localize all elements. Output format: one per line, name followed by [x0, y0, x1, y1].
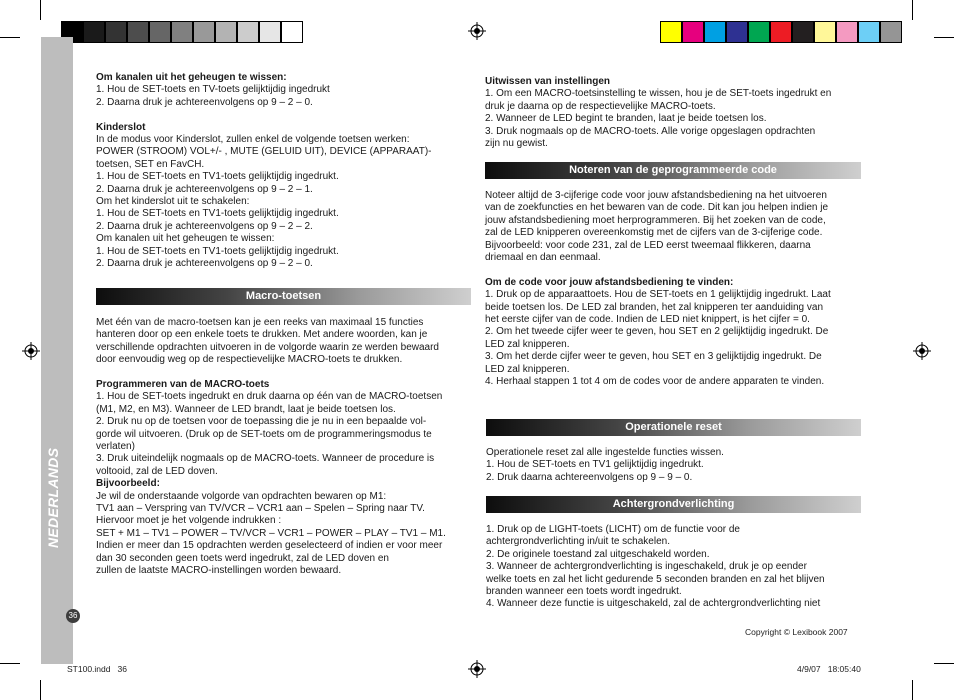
section-bar-code: Noteren van de geprogrammeerde code: [485, 162, 861, 179]
text-line: gorde wil uitvoeren. (Druk op de SET-toets om de programmeringsmodus te: [96, 428, 432, 440]
text-line: hanteren door op een enkele toets te drukken. Met andere woorden, kan je: [96, 329, 428, 341]
text-line: 1. Hou de SET-toets ingedrukt en druk daarna op één van de MACRO-toetsen: [96, 391, 443, 403]
text-line: 2. Daarna druk je achtereenvolgens op 9 – 2 – 0.: [96, 258, 313, 270]
text-line: 4. Wanneer deze functie is uitgeschakeld, zal de achtergrondverlichting niet: [486, 598, 821, 610]
registration-mark-icon: [468, 660, 486, 678]
color-swatch: [770, 21, 792, 43]
registration-mark-icon: [913, 342, 931, 360]
text-line: Operationele reset zal alle ingestelde functies wissen.: [486, 447, 724, 458]
text-line: achtergrondverlichting in/uit te schakelen.: [486, 536, 670, 548]
right-column-code: [485, 190, 865, 388]
text-line: In de modus voor Kinderslot, zullen enkel de volgende toetsen werken:: [96, 134, 410, 146]
text-line: 3. Om het derde cijfer weer te geven, hou SET en 3 gelijktijdig ingedrukt. De: [485, 351, 822, 363]
text-line: door eenvoudig weg op de respectievelijke MACRO-toets te drukken.: [96, 354, 403, 366]
text-line: 2. Druk nu op de toetsen voor de toepassing die je nu in een bepaalde vol-: [96, 416, 427, 428]
section-heading: Om kanalen uit het geheugen te wissen:: [96, 72, 287, 83]
color-swatch: [814, 21, 836, 43]
page-number: 36: [66, 609, 80, 623]
text-line: Indien er meer dan 15 opdrachten werden geselecteerd of indien er voor meer: [96, 540, 443, 552]
text-line: druk je daarna op de respectievelijke MACRO-toets.: [485, 100, 716, 112]
color-swatch: [281, 21, 303, 43]
crop-mark: [0, 663, 20, 664]
color-swatch: [171, 21, 193, 43]
text-line: 1. Druk op de LIGHT-toets (LICHT) om de functie voor de: [486, 524, 740, 535]
section-heading: Uitwissen van instellingen: [485, 76, 611, 87]
text-line: driemaal en dan eenmaal.: [485, 252, 601, 264]
text-line: 2. Druk daarna achtereenvolgens op 9 – 9 – 0.: [486, 471, 693, 483]
crop-mark: [40, 0, 41, 20]
text-line: Je wil de onderstaande volgorde van opdrachten bewaren op M1:: [96, 490, 387, 502]
language-sidebar: [41, 37, 73, 664]
crop-mark: [934, 37, 954, 38]
registration-mark-icon: [468, 22, 486, 40]
color-swatch: [127, 21, 149, 43]
crop-mark: [0, 37, 20, 38]
text-line: 2. Daarna druk je achtereenvolgens op 9 – 2 – 1.: [96, 183, 313, 195]
text-line: 1. Om een MACRO-toetsinstelling te wissen, hou je de SET-toets ingedrukt en: [485, 88, 832, 100]
text-line: 1. Hou de SET-toets en TV1-toets gelijktijdig ingedrukt.: [96, 208, 339, 220]
section-bar-macro: Macro-toetsen: [96, 288, 471, 305]
file-slug: ST100.indd 36: [67, 664, 128, 674]
print-date: 4/9/07 18:05:40: [797, 664, 861, 674]
color-swatch: [748, 21, 770, 43]
text-line: zal de LED knipperen overeenkomstig met de cijfers van de 3-cijferige code.: [485, 227, 823, 239]
text-line: 3. Wanneer de achtergrondverlichting is ingeschakeld, druk je op eender: [486, 561, 807, 573]
text-line: 2. De originele toestand zal uitgeschakeld worden.: [486, 548, 710, 560]
color-swatch: [237, 21, 259, 43]
section-heading: Om de code voor jouw afstandsbediening te vinden:: [485, 276, 734, 288]
text-line: Hiervoor moet je het volgende indrukken :: [96, 515, 282, 527]
color-swatch: [215, 21, 237, 43]
text-line: 1. Hou de SET-toets en TV1 gelijktijdig ingedrukt.: [486, 459, 704, 471]
text-line: SET + M1 – TV1 – POWER – TV/VCR – VCR1 – POWER – PLAY – TV1 – M1.: [96, 527, 446, 539]
crop-mark: [934, 663, 954, 664]
left-column-lower: [96, 317, 474, 578]
color-swatch: [836, 21, 858, 43]
text-line: beide toetsen los. De LED zal branden, het zal knipperen ter aanduiding van: [485, 301, 824, 313]
text-line: voltooid, zal de LED doven.: [96, 465, 218, 477]
text-line: LED zal knipperen.: [485, 338, 570, 350]
text-line: POWER (STROOM) VOL+/- , MUTE (GELUID UIT), DEVICE (APPARAAT)-: [96, 146, 432, 158]
text-line: welke toets en zal het licht gedurende 5 seconden branden en zal het blijven: [486, 573, 825, 585]
text-line: 3. Druk nogmaals op de MACRO-toets. Alle vorige opgeslagen opdrachten: [485, 125, 816, 137]
crop-mark: [912, 680, 913, 700]
text-line: 1. Druk op de apparaattoets. Hou de SET-toets en 1 gelijktijdig ingedrukt. Laat: [485, 289, 831, 301]
text-line: 4. Herhaal stappen 1 tot 4 om de codes voor de andere apparaten te vinden.: [485, 376, 825, 388]
text-line: 2. Wanneer de LED begint te branden, laat je beide toetsen los.: [485, 113, 767, 125]
crop-mark: [40, 680, 41, 700]
text-line: 1. Hou de SET-toets en TV-toets gelijktijdig ingedrukt: [96, 84, 330, 96]
text-line: 2. Om het tweede cijfer weer te geven, hou SET en 2 gelijktijdig ingedrukt. De: [485, 326, 829, 338]
text-line: Bijvoorbeeld: voor code 231, zal de LED eerst tweemaal flikkeren, daarna: [485, 239, 811, 251]
text-line: Om kanalen uit het geheugen te wissen:: [96, 233, 275, 245]
section-heading: Bijvoorbeeld:: [96, 478, 160, 490]
section-heading: Programmeren van de MACRO-toets: [96, 379, 270, 391]
text-line: van de zoekfuncties en het bewaren van de code. Dit kan jou helpen indien je: [485, 202, 829, 214]
right-column-backlight: [486, 524, 866, 611]
section-heading: Kinderslot: [96, 121, 146, 133]
text-line: toetsen, SET en FavCH.: [96, 158, 205, 170]
text-line: het eerste cijfer van de code. Indien de LED niet knippert, is het cijfer = 0.: [485, 314, 810, 326]
text-line: 2. Daarna druk je achtereenvolgens op 9 – 2 – 0.: [96, 96, 313, 108]
color-swatch: [726, 21, 748, 43]
right-column-reset: [486, 447, 866, 484]
text-line: (M1, M2, en M3). Wanneer de LED brandt, laat je beide toetsen los.: [96, 403, 396, 415]
registration-mark-icon: [22, 342, 40, 360]
text-line: zullen de laatste MACRO-instellingen worden bewaard.: [96, 565, 342, 577]
sidebar-language-label: NEDERLANDS: [45, 447, 61, 548]
text-line: 1. Hou de SET-toets en TV1-toets gelijktijdig ingedrukt.: [96, 171, 339, 183]
text-line: branden wanneer een toets wordt ingedrukt.: [486, 586, 682, 598]
section-bar-reset: Operationele reset: [486, 419, 861, 436]
crop-mark: [912, 0, 913, 20]
text-line: verschillende opdrachten uitvoeren in de volgorde waarin ze werden bewaard: [96, 341, 439, 353]
text-line: Om het kinderslot uit te schakelen:: [96, 196, 250, 208]
text-line: zijn nu gewist.: [485, 138, 548, 150]
text-line: dan 30 seconden geen toets werd ingedrukt, zal de LED doven en: [96, 552, 389, 564]
left-column: [96, 72, 474, 270]
color-swatch: [858, 21, 880, 43]
color-swatch: [704, 21, 726, 43]
grayscale-color-bar: [61, 21, 303, 43]
color-swatch: [259, 21, 281, 43]
text-line: 2. Daarna druk je achtereenvolgens op 9 – 2 – 2.: [96, 220, 313, 232]
text-line: 1. Hou de SET-toets en TV1-toets gelijktijdig ingedrukt.: [96, 245, 339, 257]
color-swatch: [880, 21, 902, 43]
text-line: LED zal knipperen.: [485, 363, 570, 375]
text-line: verlaten): [96, 441, 135, 453]
color-swatch: [792, 21, 814, 43]
color-swatch: [83, 21, 105, 43]
color-swatch: [193, 21, 215, 43]
text-line: 3. Druk uiteindelijk nogmaals op de MACRO-toets. Wanneer de procedure is: [96, 453, 435, 465]
text-line: Noteer altijd de 3-cijferige code voor jouw afstandsbediening na het uitvoeren: [485, 190, 827, 201]
copyright-text: Copyright © Lexibook 2007: [745, 627, 848, 637]
right-column: [485, 76, 865, 150]
color-swatch: [149, 21, 171, 43]
color-swatch: [682, 21, 704, 43]
cmyk-color-bar: [660, 21, 902, 43]
section-bar-backlight: Achtergrondverlichting: [486, 496, 861, 513]
text-line: jouw afstandsbediening moet herprogrammeren. Bij het zoeken van de code,: [485, 214, 826, 226]
color-swatch: [660, 21, 682, 43]
text-line: Met één van de macro-toetsen kan je een reeks van maximaal 15 functies: [96, 317, 424, 328]
color-swatch: [105, 21, 127, 43]
text-line: TV1 aan – Verspring van TV/VCR – VCR1 aan – Spelen – Spring naar TV.: [96, 503, 425, 515]
